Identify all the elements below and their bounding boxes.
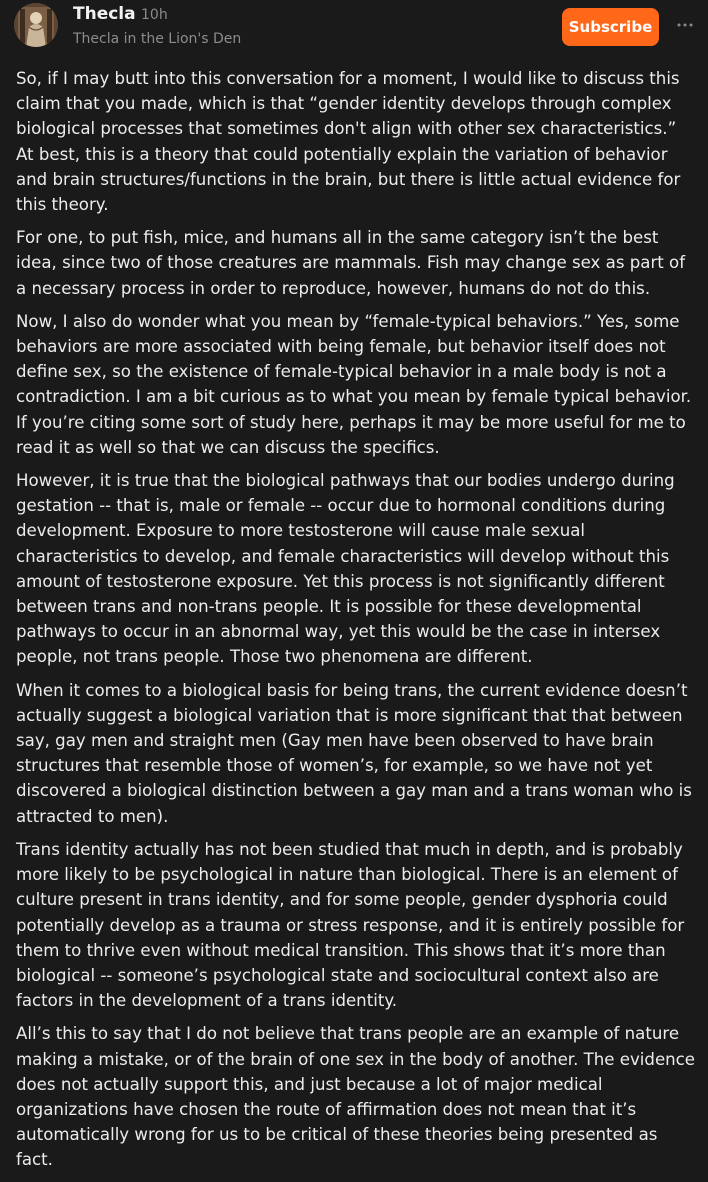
comment-paragraph: So, if I may butt into this conversation for a moment, I would like to discuss this claim that you made, which is that “gender identity develops through complex biological processes that sometimes don't align with other sex characteristics.” At best, this is a theory that could potentially explain the variation of behavior and brain structures/functions in the brain, but there is little actual evidence for this theory. [16, 69, 681, 215]
author-name[interactable]: Thecla [73, 4, 136, 24]
subscribe-button[interactable]: Subscribe [562, 8, 659, 46]
comment-body [16, 66, 696, 1181]
ellipsis-icon[interactable] [674, 14, 696, 36]
comment-paragraph: Now, I also do wonder what you mean by “female-typical behaviors.” Yes, some behaviors are more associated with being female, but behavior itself does not define sex, so the existence of female-typical behavior in a male body is not a contradiction. I am a bit curious as to what you mean by female typical behavior. If you’re citing some sort of study here, perhaps it may be more useful for me to read it as well so that we can discuss the specifics. [16, 311, 692, 457]
comment-paragraph: However, it is true that the biological pathways that our bodies undergo during gestation -- that is, male or female -- occur due to hormonal conditions during development. Exposure to more testosterone will cause male sexual characteristics to develop, and female characteristics will develop without this amount of testosterone exposure. Yet this process is not significantly different between trans and non-trans people. It is possible for these developmental pathways to occur in an abnormal way, yet this would be the case in intersex people, not trans people. Those two phenomena are different. [16, 471, 675, 667]
comment-paragraph: For one, to put fish, mice, and humans all in the same category isn’t the best idea, since two of those creatures are mammals. Fish may change sex as part of a necessary process in order to reproduce, however, humans do not do this. [16, 228, 686, 298]
post-timestamp: 10h [141, 7, 168, 23]
comment-header [0, 0, 708, 66]
comment-paragraph: All’s this to say that I do not believe that trans people are an example of nature making a mistake, or of the brain of one sex in the body of another. The evidence does not actually support this, and just because a lot of major medical organizations have chosen the route of affirmation does not mean that it’s automatically wrong for us to be critical of these theories being presented as fact. [16, 1024, 695, 1170]
avatar-portrait-icon [14, 3, 58, 47]
comment-paragraph: Trans identity actually has not been studied that much in depth, and is probably more likely to be psychological in nature than biological. There is an element of culture present in trans identity, and for some people, gender dysphoria could potentially develop as a trauma or stress response, and it is entirely possible for them to thrive even without medical transition. This shows that it’s more than biological -- someone’s psychological state and sociocultural context also are factors in the development of a trans identity. [16, 839, 685, 1011]
publication-name[interactable]: Thecla in the Lion's Den [73, 31, 242, 47]
comment-paragraph: When it comes to a biological basis for being trans, the current evidence doesn’t actually suggest a biological variation that is more significant that that between say, gay men and straight men (Gay men have been observed to have brain structures that resemble those of women’s, for example, so we have not yet discovered a biological distinction between a gay man and a trans woman who is attracted to men). [16, 680, 692, 826]
avatar[interactable] [14, 3, 58, 47]
